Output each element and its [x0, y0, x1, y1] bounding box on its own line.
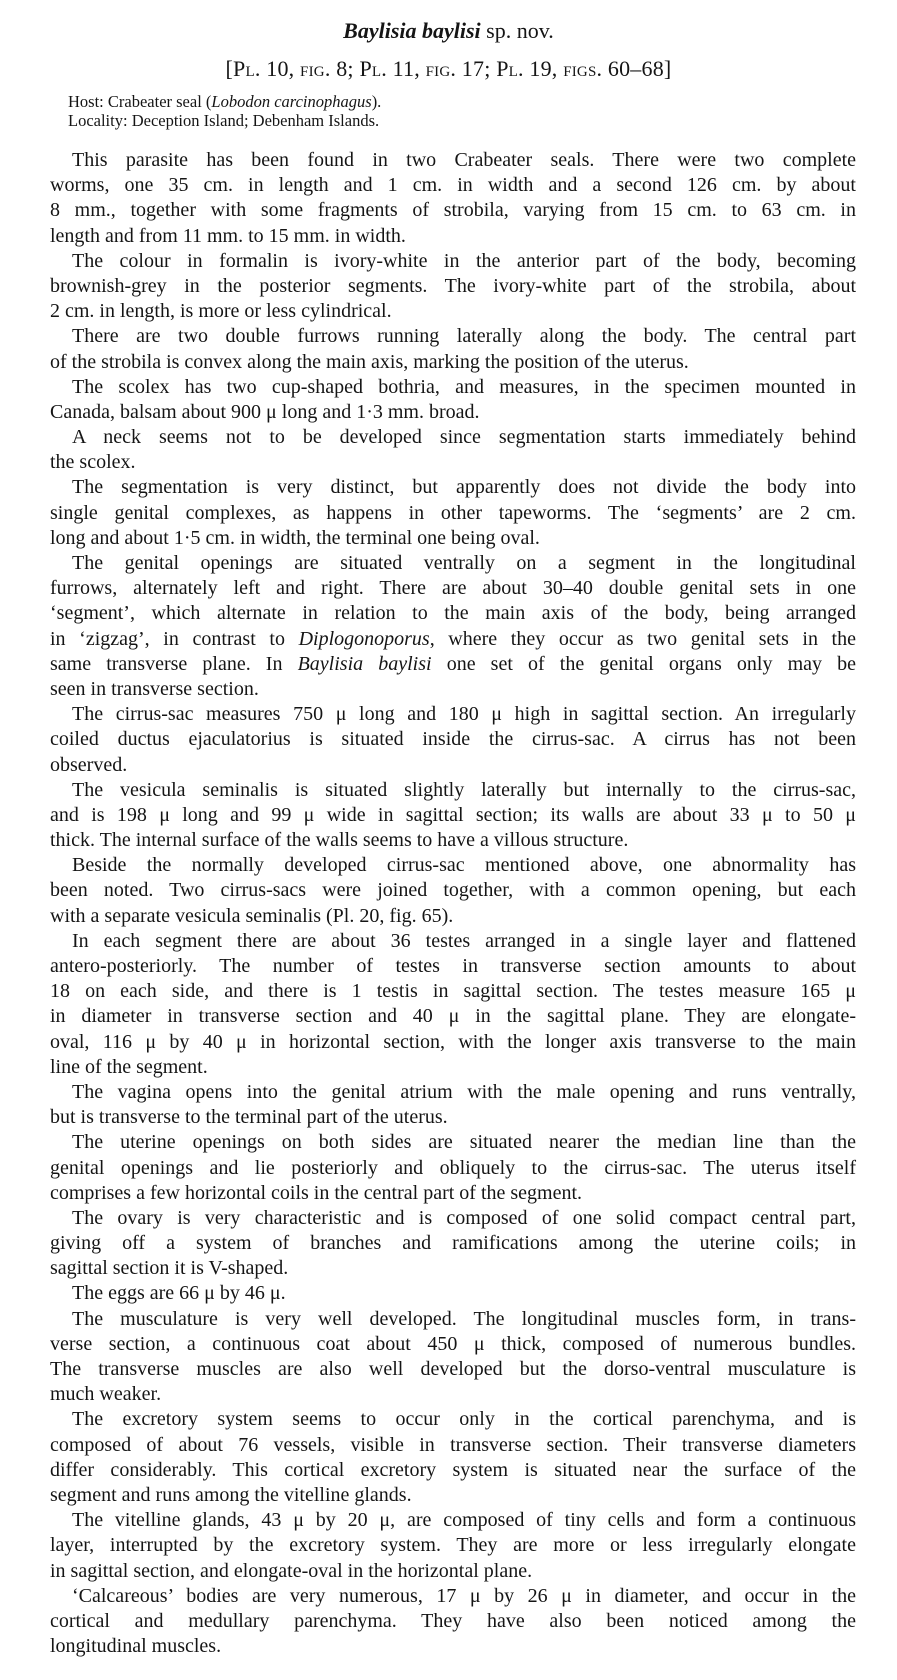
- paragraph-line: same transverse plane. In Baylisia baylisi one set of the genital organs only may be: [50, 652, 856, 675]
- paragraph-line: The cirrus-sac measures 750 μ long and 180 μ high in sagittal section. An irregularly: [72, 703, 856, 726]
- paragraph-line: ‘Calcareous’ bodies are very numerous, 17 μ by 26 μ in diameter, and occur in the: [72, 1584, 856, 1607]
- paragraph-line: length and from 11 mm. to 15 mm. in width.: [50, 224, 406, 247]
- locality-line: [68, 111, 379, 131]
- paragraph-line: The musculature is very well developed. The longitudinal muscles form, in trans-: [72, 1307, 856, 1330]
- paragraph: [50, 1584, 856, 1660]
- paragraph-line: composed of about 76 vessels, visible in transverse section. Their transverse diameters: [50, 1433, 856, 1456]
- paragraph-line: A neck seems not to be developed since segmentation starts immediately behind: [72, 426, 856, 449]
- host-end: ).: [371, 92, 382, 111]
- paragraph-line: line of the segment.: [50, 1055, 208, 1078]
- paragraph: [50, 324, 856, 374]
- paragraph-line: seen in transverse section.: [50, 677, 259, 700]
- paragraph: [50, 1206, 856, 1282]
- paragraph-line: much weaker.: [50, 1383, 162, 1406]
- species-status: sp. nov.: [480, 18, 554, 43]
- paragraph-line: long and about 1·5 cm. in width, the terminal one being oval.: [50, 526, 540, 549]
- paragraph-line: The segmentation is very distinct, but apparently does not divide the body into: [72, 476, 856, 499]
- paragraph-line: 18 on each side, and there is 1 testis in sagittal section. The testes measure 165 μ: [50, 980, 856, 1003]
- plate-references-text: [Pl. 10, fig. 8; Pl. 11, fig. 17; Pl. 19, figs. 60–68]: [225, 56, 672, 81]
- paragraph-line: of the strobila is convex along the main axis, marking the position of the uterus.: [50, 350, 689, 373]
- paragraph-line: The transverse muscles are also well developed but the dorso-ventral musculature is: [50, 1358, 856, 1380]
- paragraph-line: thick. The internal surface of the walls seems to have a villous structure.: [50, 829, 629, 852]
- paragraph-line: and is 198 μ long and 99 μ wide in sagittal section; its walls are about 33 μ to 50 μ: [50, 803, 856, 826]
- paragraph: [50, 929, 856, 1080]
- paragraph-line: There are two double furrows running laterally along the body. The central part: [72, 325, 856, 348]
- paragraph: [50, 148, 856, 249]
- paragraph-line: The scolex has two cup-shaped bothria, and measures, in the specimen mounted in: [72, 375, 856, 398]
- paragraph-line: verse section, a continuous coat about 450 μ thick, composed of numerous bundles.: [50, 1332, 856, 1355]
- paragraph-line: Canada, balsam about 900 μ long and 1·3 mm. broad.: [50, 400, 480, 423]
- paragraph-line: single genital complexes, as happens in other tapeworms. The ‘segments’ are 2 cm.: [50, 501, 856, 524]
- paragraph: [50, 1130, 856, 1206]
- paragraph-line: with a separate vesicula seminalis (Pl. 20, fig. 65).: [50, 904, 454, 927]
- italic-term: Baylisia baylisi: [297, 652, 432, 675]
- paragraph-line: in sagittal section, and elongate-oval in the horizontal plane.: [50, 1559, 533, 1582]
- host-label: Host:: [68, 92, 108, 111]
- paragraph-line: The vesicula seminalis is situated slightly laterally but internally to the cirrus-sac,: [72, 778, 856, 801]
- paragraph-line: cortical and medullary parenchyma. They have also been noticed among the: [50, 1609, 856, 1632]
- paragraph-line: The vagina opens into the genital atrium with the male opening and runs ventrally,: [72, 1080, 856, 1103]
- paragraph-line: The uterine openings on both sides are situated nearer the median line than the: [72, 1131, 856, 1154]
- paragraph-line: This parasite has been found in two Crabeater seals. There were two complete: [72, 149, 856, 171]
- host-latin-name: Lobodon carcinophagus: [211, 92, 372, 111]
- paragraph-line: sagittal section it is V-shaped.: [50, 1257, 289, 1280]
- paragraph-line: The colour in formalin is ivory-white in the anterior part of the body, becoming: [72, 249, 856, 272]
- paragraph: [50, 1080, 856, 1130]
- paragraph-line: brownish-grey in the posterior segments. The ivory-white part of the strobila, about: [50, 274, 856, 297]
- paragraph-line: comprises a few horizontal coils in the central part of the segment.: [50, 1181, 583, 1204]
- paragraph-line: The eggs are 66 μ by 46 μ.: [72, 1282, 286, 1305]
- paragraph-line: in diameter in transverse section and 40 μ in the sagittal plane. They are elongate-: [50, 1005, 856, 1028]
- paragraph: [50, 551, 856, 702]
- paragraph-line: differ considerably. This cortical excretory system is situated near the surface of the: [50, 1458, 856, 1481]
- paragraph: [50, 1281, 856, 1306]
- paragraph: [50, 1407, 856, 1508]
- paragraph-line: been noted. Two cirrus-sacs were joined together, with a common opening, but each: [50, 879, 856, 902]
- locality-label: Locality:: [68, 111, 132, 130]
- paragraph-line: antero-posteriorly. The number of testes in transverse section amounts to about: [50, 955, 856, 977]
- paragraph-line: but is transverse to the terminal part of the uterus.: [50, 1106, 448, 1129]
- host-value: Crabeater seal (: [107, 92, 212, 111]
- paragraph-line: genital openings and lie posteriorly and obliquely to the cirrus-sac. The uterus itself: [50, 1156, 856, 1179]
- paragraph: [50, 425, 856, 475]
- paragraph-line: layer, interrupted by the excretory system. They are more or less irregularly elongate: [50, 1534, 856, 1557]
- paragraph-line: 2 cm. in length, is more or less cylindrical.: [50, 300, 392, 323]
- paragraph: [50, 1508, 856, 1584]
- paragraph: [50, 778, 856, 854]
- paragraph-line: The vitelline glands, 43 μ by 20 μ, are composed of tiny cells and form a continuous: [72, 1509, 856, 1532]
- paragraph-line: Beside the normally developed cirrus-sac mentioned above, one abnormality has: [72, 854, 856, 877]
- paragraph-line: ‘segment’, which alternate in relation to the main axis of the body, being arranged: [50, 602, 856, 625]
- host-line: [68, 92, 381, 112]
- paragraph-line: oval, 116 μ by 40 μ in horizontal section, with the longer axis transverse to the main: [50, 1030, 856, 1053]
- paragraph-line: 8 mm., together with some fragments of strobila, varying from 15 cm. to 63 cm. in: [50, 199, 856, 222]
- paragraph-line: observed.: [50, 753, 128, 776]
- species-title: [0, 18, 897, 44]
- paragraph: [50, 702, 856, 778]
- paragraph-line: longitudinal muscles.: [50, 1635, 222, 1658]
- paragraph-line: coiled ductus ejaculatorius is situated inside the cirrus-sac. A cirrus has not been: [50, 728, 856, 751]
- paragraph-line: the scolex.: [50, 451, 136, 474]
- italic-term: Diplogonoporus: [298, 627, 430, 650]
- paragraph-line: in ‘zigzag’, in contrast to Diplogonoporus, where they occur as two genital sets in the: [50, 627, 856, 650]
- paragraph: [50, 249, 856, 325]
- paragraph: [50, 1307, 856, 1408]
- paragraph-line: The ovary is very characteristic and is composed of one solid compact central part,: [72, 1206, 856, 1229]
- paragraph-line: furrows, alternately left and right. There are about 30–40 double genital sets in one: [50, 577, 856, 600]
- body-text: [50, 148, 856, 1659]
- paragraph: [50, 375, 856, 425]
- plate-references: [0, 56, 897, 82]
- paragraph: [50, 853, 856, 929]
- paragraph-line: In each segment there are about 36 testes arranged in a single layer and flattened: [72, 929, 856, 952]
- paragraph-line: giving off a system of branches and ramifications among the uterine coils; in: [50, 1232, 856, 1255]
- paragraph-line: The excretory system seems to occur only in the cortical parenchyma, and is: [72, 1408, 856, 1431]
- paragraph-line: worms, one 35 cm. in length and 1 cm. in width and a second 126 cm. by about: [50, 174, 856, 197]
- species-name: Baylisia baylisi: [343, 18, 481, 43]
- locality-value: Deception Island; Debenham Islands.: [131, 111, 380, 130]
- paragraph-line: The genital openings are situated ventrally on a segment in the longitudinal: [72, 552, 856, 574]
- paragraph: [50, 475, 856, 551]
- paragraph-line: segment and runs among the vitelline glands.: [50, 1483, 412, 1506]
